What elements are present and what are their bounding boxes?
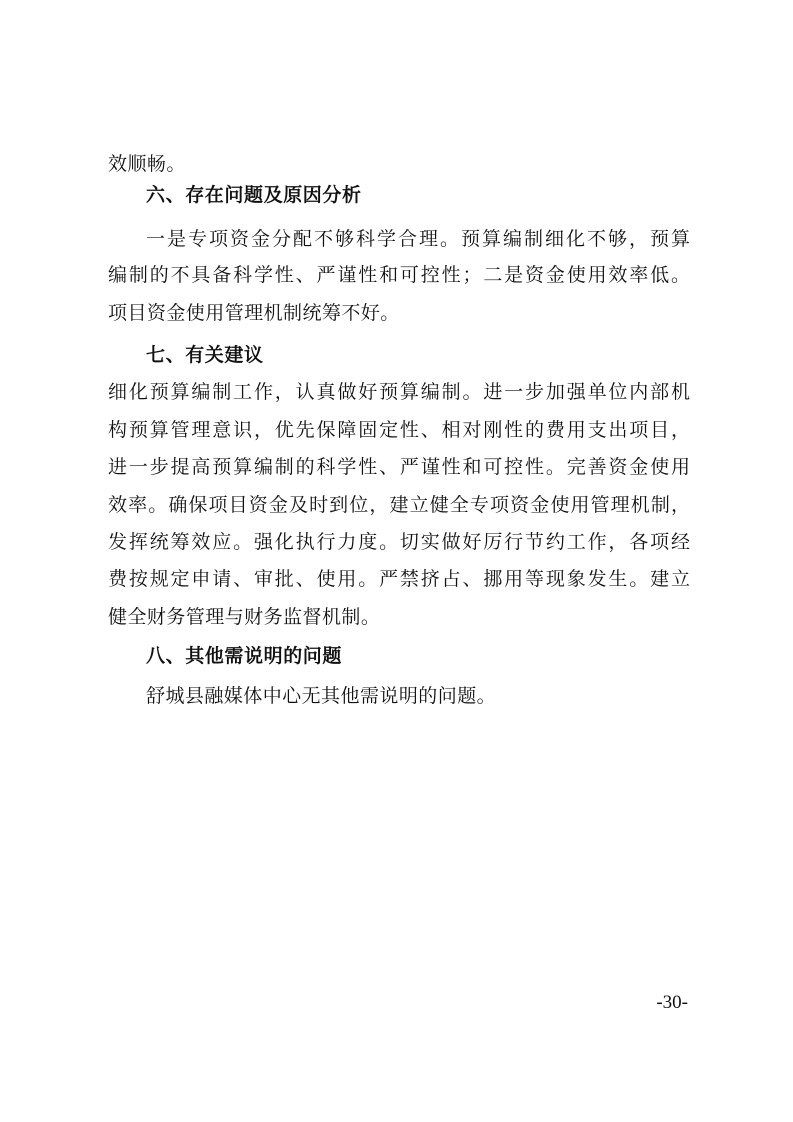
paragraph-line: 细化预算编制工作，认真做好预算编制。进一步加强单位内部机 xyxy=(108,381,690,403)
section-heading-six: 六、存在问题及原因分析 xyxy=(146,184,362,206)
paragraph-line: 费按规定申请、审批、使用。严禁挤占、挪用等现象发生。建立 xyxy=(108,568,690,590)
paragraph-line: 效率。确保项目资金及时到位，建立健全专项资金使用管理机制， xyxy=(108,494,690,516)
paragraph-line: 进一步提高预算编制的科学性、严谨性和可控性。完善资金使用 xyxy=(108,456,690,478)
paragraph-line: 发挥统筹效应。强化执行力度。切实做好厉行节约工作，各项经 xyxy=(108,531,690,553)
paragraph-line: 编制的不具备科学性、严谨性和可控性；二是资金使用效率低。 xyxy=(108,264,690,286)
paragraph-line: 一是专项资金分配不够科学合理。预算编制细化不够，预算 xyxy=(146,228,690,250)
paragraph-line: 健全财务管理与财务监督机制。 xyxy=(108,606,381,628)
paragraph-line: 构预算管理意识，优先保障固定性、相对刚性的费用支出项目， xyxy=(108,419,690,441)
paragraph-tail: 效顺畅。 xyxy=(108,153,186,175)
paragraph-line: 舒城县融媒体中心无其他需说明的问题。 xyxy=(146,685,497,707)
paragraph-line: 项目资金使用管理机制统筹不好。 xyxy=(108,302,400,324)
page-number: -30- xyxy=(656,992,688,1013)
section-heading-eight: 八、其他需说明的问题 xyxy=(146,645,343,667)
section-heading-seven: 七、有关建议 xyxy=(146,344,264,366)
